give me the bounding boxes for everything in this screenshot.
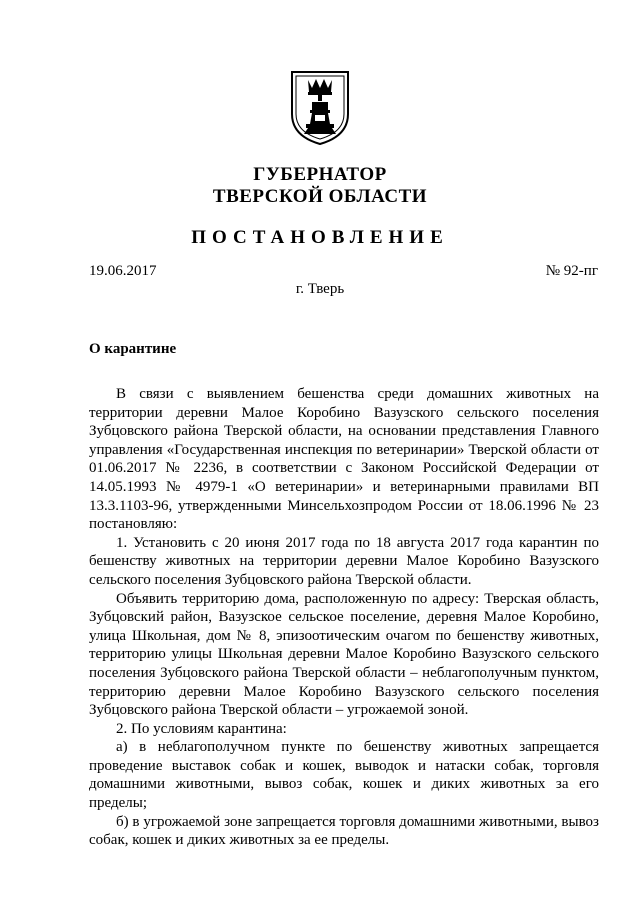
document-body bbox=[89, 385, 599, 850]
document-date: 19.06.2017 bbox=[89, 263, 157, 279]
document-type: ПОСТАНОВЛЕНИЕ bbox=[191, 227, 449, 248]
paragraph-item-1: 1. Установить с 20 июня 2017 года по 18 августа 2017 года карантин по бешенству животных на территории деревни Малое Коробино Вазузского сельского поселения Зубцовского района Тверской области. bbox=[89, 534, 599, 588]
paragraph-item-2b: б) в угрожаемой зоне запрещается торговля домашними животными, вывоз собак, кошек и диких животных за ее пределы. bbox=[89, 813, 599, 849]
tver-coat-of-arms-icon bbox=[288, 66, 352, 146]
paragraph-preamble: В связи с выявлением бешенства среди домашних животных на территории деревни Малое Коробино Вазузского сельского поселения Зубцовского района Тверской области, на основании представления Главного управления «Государственная инспекция по ветеринарии» Тверской области от 01.06.2017 № 2236, в соответствии с Законом Российской Федерации от 14.05.1993 № 4979-1 «О ветеринарии» и ветеринарными правилами ВП 13.3.1103-96, утвержденными Минсельхозпродом России от 18.06.1996 № 23 постановляю: bbox=[89, 386, 599, 533]
issuer-title-line2: ТВЕРСКОЙ ОБЛАСТИ bbox=[212, 186, 428, 207]
paragraph-item-2a: а) в неблагополучном пункте по бешенству животных запрещается проведение выставок собак и кошек, выводок и натаски собак, торговля домашними животными, вывоз собак, кошек и диких животных за его пределы; bbox=[89, 739, 599, 812]
paragraph-item-2: 2. По условиям карантина: bbox=[116, 720, 287, 737]
document-number: № 92-пг bbox=[545, 263, 598, 279]
issuer-title-line1: ГУБЕРНАТОР bbox=[253, 164, 387, 185]
document-city: г. Тверь bbox=[295, 281, 345, 297]
document-subject: О карантине bbox=[89, 341, 177, 357]
paragraph-declare-territory: Объявить территорию дома, расположенную по адресу: Тверская область, Зубцовский район, Вазузское сельское поселение, деревня Малое Коробино, улица Школьная, дом № 8, эпизоотическим очагом по бешенству животных, территорию улицы Школьная деревни Малое Коробино Вазузского сельского поселения Зубцовского района Тверской области – неблагополучным пунктом, территорию деревни Малое Коробино Вазузского сельского поселения Зубцовского района Тверской области – угрожаемой зоной. bbox=[89, 590, 599, 719]
